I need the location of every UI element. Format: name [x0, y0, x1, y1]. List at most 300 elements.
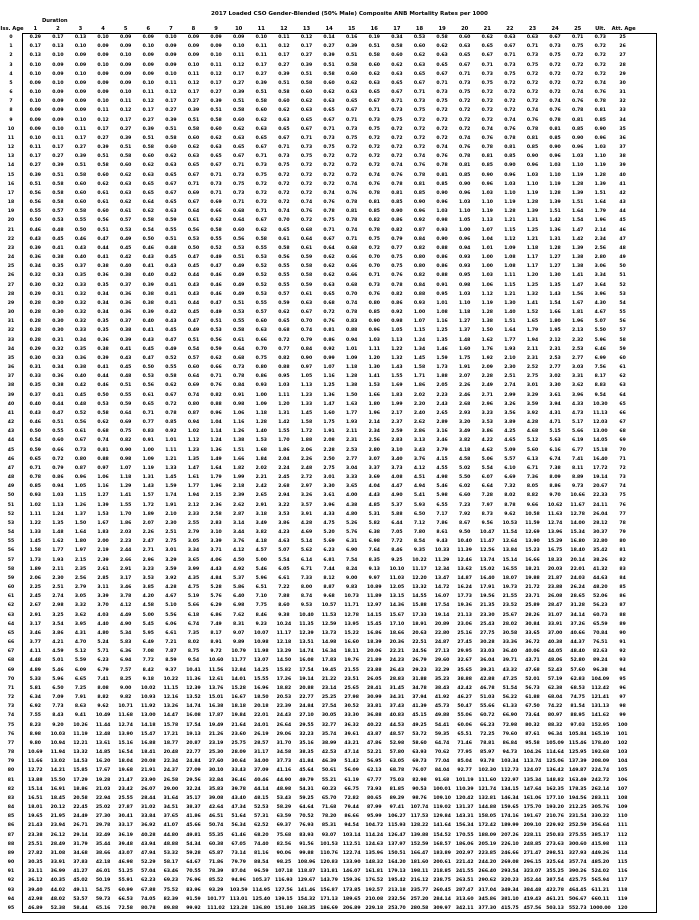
rate-cell: 0.75 — [278, 163, 290, 169]
rate-cell: 0.34 — [97, 291, 109, 297]
rate-cell: 146.07 — [342, 869, 361, 875]
rate-cell: 1.09 — [504, 245, 516, 251]
rate-cell: 0.31 — [52, 291, 64, 297]
rate-cell: 23.30 — [480, 612, 495, 618]
rate-cell: 0.73 — [300, 145, 313, 150]
rate-cell: 19.68 — [118, 768, 133, 774]
ultimate-rate-cell: 82.63 — [593, 649, 608, 655]
table-row — [0, 693, 699, 702]
rate-cell: 87.61 — [525, 731, 540, 737]
issue-age-cell: 36 — [7, 365, 15, 370]
rate-cell: 461.21 — [546, 896, 564, 902]
issue-age-cell: 50 — [7, 493, 15, 499]
rate-cell: 0.98 — [436, 218, 448, 224]
rate-cell: 0.75 — [391, 117, 403, 123]
rate-cell: 2.79 — [187, 530, 200, 535]
attained-age-cell: 47 — [619, 236, 626, 242]
rate-cell: 4.22 — [481, 438, 493, 444]
rate-cell: 26.12 — [50, 832, 66, 838]
rate-cell: 11.77 — [231, 658, 246, 664]
rate-cell: 3.01 — [165, 548, 177, 554]
rate-cell: 0.74 — [187, 392, 200, 398]
rate-cell: 188.09 — [478, 832, 497, 838]
table-row — [0, 684, 699, 693]
rate-cell: 0.72 — [413, 126, 426, 132]
rate-cell: 166.47 — [410, 850, 429, 856]
rate-cell: 2.10 — [165, 511, 177, 517]
rate-cell: 0.53 — [233, 310, 245, 315]
rate-cell: 2.07 — [459, 374, 471, 380]
rate-cell: 13.73 — [321, 630, 337, 636]
rate-cell: 0.31 — [29, 365, 41, 370]
rate-cell: 3.05 — [187, 539, 200, 545]
rate-cell: 7.23 — [459, 502, 471, 508]
table-row — [0, 849, 699, 858]
rate-cell: 177.10 — [546, 795, 564, 801]
rate-cell: 193.20 — [546, 805, 564, 810]
rate-cell: 0.17 — [210, 80, 222, 86]
rate-cell: 5.56 — [165, 612, 177, 618]
rate-cell: 0.71 — [368, 108, 380, 114]
rate-cell: 22.51 — [412, 640, 427, 645]
rate-cell: 104.26 — [523, 750, 542, 755]
rate-cell: 44.80 — [163, 832, 179, 838]
rate-cell: 0.86 — [255, 374, 267, 380]
rate-cell: 1.31 — [142, 475, 154, 480]
rate-cell: 137.39 — [568, 759, 587, 765]
rate-cell: 100.01 — [433, 786, 451, 792]
rate-cell: 0.38 — [120, 328, 132, 334]
rate-cell: 8.35 — [368, 557, 380, 563]
rate-cell: 38.35 — [299, 750, 314, 755]
rate-cell: 3.99 — [187, 566, 200, 572]
ultimate-rate-cell: 14.05 — [593, 438, 608, 444]
rate-cell: 65.51 — [457, 731, 472, 737]
rate-cell: 21.72 — [525, 585, 540, 590]
rate-cell: 290.62 — [478, 878, 497, 884]
rate-cell: 170.55 — [455, 832, 474, 838]
rate-cell: 7.28 — [481, 493, 493, 499]
rate-cell: 35.17 — [186, 795, 201, 801]
rate-cell: 0.74 — [300, 328, 313, 334]
ultimate-rate-cell: 26.04 — [593, 511, 608, 517]
header-duration-21: 21 — [483, 26, 491, 32]
rate-cell: 102.30 — [478, 768, 497, 774]
rate-cell: 0.34 — [391, 35, 403, 40]
rate-cell: 0.43 — [142, 255, 154, 260]
rate-cell: 95.99 — [367, 814, 382, 820]
rate-cell: 0.72 — [391, 145, 403, 150]
rate-cell: 17.33 — [412, 612, 427, 618]
header-att-age: Att. Age — [611, 26, 636, 32]
rate-cell: 0.80 — [413, 264, 426, 270]
rate-cell: 113.01 — [229, 896, 248, 902]
rate-cell: 14.50 — [276, 658, 292, 664]
rate-cell: 1.51 — [572, 200, 584, 205]
rate-cell: 0.88 — [436, 273, 448, 279]
rate-cell: 3.20 — [459, 420, 471, 425]
rate-cell: 4.31 — [74, 630, 87, 636]
rate-cell: 2.59 — [391, 429, 403, 435]
rate-cell: 0.09 — [187, 35, 200, 40]
rate-cell: 0.85 — [504, 154, 516, 160]
rate-cell: 65.70 — [321, 795, 337, 801]
rate-cell: 0.10 — [29, 99, 41, 105]
rate-cell: 137.97 — [388, 841, 406, 847]
rate-cell: 23.60 — [231, 731, 246, 737]
issue-age-cell: 27 — [7, 282, 15, 288]
ultimate-rate-cell: 24.11 — [593, 502, 608, 508]
ultimate-rate-cell: 485.20 — [591, 860, 610, 865]
rate-cell: 0.97 — [300, 365, 313, 370]
rate-cell: 31.02 — [141, 805, 156, 810]
rate-cell: 5.09 — [504, 447, 516, 453]
rate-cell: 1.39 — [572, 190, 584, 196]
rate-cell: 15.01 — [208, 695, 224, 700]
header-duration-20: 20 — [461, 26, 469, 32]
rate-cell: 0.70 — [346, 291, 358, 297]
rate-cell: 4.33 — [323, 511, 335, 517]
rate-cell: 0.43 — [142, 337, 154, 343]
rate-cell: 66.75 — [344, 786, 359, 792]
ultimate-rate-cell: 70.84 — [593, 630, 608, 636]
rate-cell: 0.76 — [459, 145, 471, 150]
rate-cell: 2.11 — [52, 566, 64, 572]
rate-cell: 0.11 — [120, 99, 132, 105]
rate-cell: 4.03 — [97, 612, 109, 618]
rate-cell: 89.88 — [163, 905, 179, 911]
rate-cell: 16.88 — [141, 740, 156, 746]
rate-cell: 0.45 — [52, 236, 64, 242]
rate-cell: 4.08 — [391, 475, 403, 480]
rate-cell: 43.40 — [231, 795, 246, 801]
rate-cell: 0.51 — [300, 71, 313, 77]
rate-cell: 3.96 — [572, 392, 584, 398]
rate-cell: 0.45 — [142, 346, 154, 352]
rate-cell: 0.64 — [233, 218, 245, 224]
rate-cell: 2.05 — [436, 383, 448, 389]
table-row — [0, 42, 699, 51]
rate-cell: 0.10 — [52, 80, 64, 86]
rate-cell: 0.44 — [97, 245, 109, 251]
rate-cell: 85.04 — [457, 759, 472, 765]
issue-age-cell: 6 — [9, 90, 13, 95]
rate-cell: 0.80 — [74, 456, 87, 462]
ultimate-rate-cell: 1.96 — [594, 218, 606, 224]
rate-cell: 0.68 — [97, 429, 109, 435]
rate-cell: 0.72 — [323, 172, 335, 178]
table-row — [0, 262, 699, 271]
attained-age-cell: 60 — [619, 355, 626, 361]
header-duration-10: 10 — [235, 26, 243, 32]
rate-cell: 134.15 — [501, 786, 519, 792]
rate-cell: 0.71 — [255, 209, 267, 215]
rate-cell: 86.84 — [502, 740, 518, 746]
rate-cell: 158.05 — [478, 814, 497, 820]
rate-cell: 1.30 — [368, 365, 380, 370]
rate-cell: 0.69 — [210, 200, 222, 205]
rate-cell: 0.60 — [459, 35, 471, 40]
rate-cell: 0.72 — [368, 154, 380, 160]
rate-cell: 63.05 — [389, 759, 405, 765]
rate-cell: 154.52 — [433, 832, 451, 838]
rate-cell: 0.52 — [74, 410, 87, 416]
rate-cell: 81.85 — [389, 786, 405, 792]
rate-cell: 1.03 — [459, 200, 471, 205]
rate-cell: 16.51 — [28, 795, 43, 801]
rate-cell: 21.43 — [28, 823, 43, 829]
ultimate-rate-cell: 0.72 — [594, 62, 606, 68]
rate-cell: 0.91 — [233, 392, 245, 398]
rate-cell: 28.57 — [254, 740, 269, 746]
rate-cell: 12.59 — [321, 621, 337, 627]
rate-cell: 0.78 — [413, 172, 426, 178]
rate-cell: 1.76 — [481, 346, 493, 352]
rate-cell: 0.62 — [187, 145, 200, 150]
rate-cell: 11.19 — [73, 731, 88, 737]
rate-cell: 21.91 — [141, 768, 156, 774]
rate-cell: 45.64 — [299, 768, 314, 774]
rate-cell: 1.26 — [233, 429, 245, 435]
rate-cell: 114.64 — [546, 750, 564, 755]
rate-cell: 47.25 — [502, 676, 518, 682]
rate-cell: 0.94 — [52, 484, 64, 490]
rate-cell: 163.49 — [568, 777, 587, 783]
table-row — [0, 436, 699, 445]
ultimate-rate-cell: 0.72 — [594, 44, 606, 50]
rate-cell: 15.82 — [276, 667, 292, 673]
rate-cell: 6.13 — [526, 456, 539, 462]
rate-cell: 0.62 — [300, 99, 313, 105]
rate-cell: 9.73 — [572, 484, 584, 490]
rate-cell: 4.33 — [572, 401, 584, 407]
rate-cell: 0.17 — [165, 99, 177, 105]
rate-cell: 21.55 — [344, 667, 359, 673]
table-row — [0, 656, 699, 665]
rate-cell: 0.73 — [323, 135, 335, 141]
issue-age-cell: 56 — [7, 548, 15, 554]
rate-cell: 0.40 — [29, 401, 41, 407]
rate-cell: 6.90 — [346, 548, 358, 554]
rate-cell: 2.15 — [74, 557, 87, 563]
rate-cell: 8.11 — [572, 465, 584, 471]
attained-age-cell: 52 — [619, 282, 626, 288]
rate-cell: 0.72 — [278, 181, 290, 187]
rate-cell: 29.78 — [95, 823, 111, 829]
attained-age-cell: 73 — [619, 475, 626, 480]
rate-cell: 31.07 — [547, 612, 563, 618]
rate-cell: 10.41 — [186, 667, 201, 673]
rate-cell: 38.43 — [434, 685, 450, 691]
rate-cell: 7.41 — [572, 456, 584, 462]
rate-cell: 0.92 — [323, 346, 335, 352]
rate-cell: 0.38 — [52, 255, 64, 260]
rate-cell: 13.32 — [73, 750, 88, 755]
rate-cell: 0.65 — [187, 163, 200, 169]
rate-cell: 0.36 — [120, 310, 132, 315]
issue-age-cell: 33 — [7, 337, 15, 343]
rate-cell: 0.75 — [233, 181, 245, 187]
rate-cell: 0.55 — [165, 365, 177, 370]
rate-cell: 0.76 — [210, 383, 222, 389]
rate-cell: 4.31 — [549, 410, 561, 416]
rate-cell: 0.47 — [165, 337, 177, 343]
rate-cell: 43.21 — [344, 740, 359, 746]
table-row — [0, 391, 699, 400]
issue-age-cell: 61 — [7, 594, 15, 600]
rate-cell: 115.46 — [568, 740, 587, 746]
attained-age-cell: 99 — [619, 713, 626, 719]
rate-cell: 0.59 — [300, 255, 313, 260]
rate-cell: 0.72 — [504, 108, 516, 114]
rate-cell: 3.61 — [549, 392, 561, 398]
rate-cell: 4.65 — [504, 438, 516, 444]
ultimate-rate-cell: 0.73 — [594, 35, 606, 40]
rate-cell: 70.55 — [186, 869, 201, 875]
rate-cell: 0.37 — [120, 282, 132, 288]
rate-cell: 2.11 — [346, 429, 358, 435]
rate-cell: 0.36 — [120, 291, 132, 297]
rate-cell: 5.66 — [572, 429, 584, 435]
attained-age-cell: 74 — [619, 484, 626, 490]
rate-cell: 0.81 — [368, 200, 380, 205]
rate-cell: 0.64 — [300, 236, 313, 242]
rate-cell: 45.15 — [412, 713, 427, 719]
rate-cell: 12.39 — [299, 630, 314, 636]
rate-cell: 0.10 — [74, 44, 87, 50]
table-row — [0, 345, 699, 354]
rate-cell: 0.71 — [459, 71, 471, 77]
rate-cell: 0.09 — [187, 44, 200, 50]
rate-cell: 8.82 — [97, 695, 109, 700]
rate-cell: 5.24 — [97, 640, 109, 645]
rate-cell: 1.73 — [29, 557, 41, 563]
rate-cell: 0.56 — [142, 383, 154, 389]
table-row — [0, 482, 699, 491]
rate-cell: 0.32 — [52, 282, 64, 288]
rate-cell: 0.81 — [391, 190, 403, 196]
ultimate-rate-cell: 0.90 — [594, 126, 606, 132]
rate-cell: 28.41 — [367, 685, 382, 691]
rate-cell: 11.89 — [367, 594, 382, 600]
rate-cell: 6.60 — [459, 493, 471, 499]
rate-cell: 0.78 — [346, 218, 358, 224]
rate-cell: 0.72 — [504, 80, 516, 86]
table-row — [0, 455, 699, 464]
attained-age-cell: 25 — [619, 35, 626, 40]
issue-age-cell: 77 — [7, 740, 15, 746]
issue-age-cell: 63 — [7, 612, 15, 618]
rate-cell: 21.47 — [118, 777, 133, 783]
rate-cell: 20.58 — [73, 795, 88, 801]
rate-cell: 0.68 — [233, 209, 245, 215]
rate-cell: 65.87 — [208, 850, 224, 856]
attained-age-cell: 32 — [619, 99, 626, 105]
rate-cell: 14.74 — [186, 704, 201, 710]
rate-cell: 0.09 — [74, 99, 87, 105]
rate-cell: 260.45 — [433, 887, 451, 893]
rate-cell: 0.27 — [300, 53, 313, 59]
rate-cell: 1.14 — [210, 429, 222, 435]
rate-cell: 10.98 — [254, 640, 269, 645]
rate-cell: 3.30 — [323, 484, 335, 490]
rate-cell: 0.98 — [459, 282, 471, 288]
ultimate-rate-cell: 2.80 — [594, 255, 606, 260]
rate-cell: 0.84 — [300, 346, 313, 352]
rate-cell: 0.45 — [74, 392, 87, 398]
rate-cell: 0.70 — [278, 218, 290, 224]
rate-cell: 62.23 — [141, 878, 156, 884]
rate-cell: 2.12 — [187, 502, 200, 508]
rate-cell: 5.26 — [346, 520, 358, 526]
rate-cell: 0.63 — [323, 99, 335, 105]
rate-cell: 0.40 — [142, 319, 154, 325]
issue-age-cell: 1 — [9, 44, 13, 50]
rate-cell: 12.21 — [73, 740, 88, 746]
rate-cell: 0.41 — [120, 346, 132, 352]
rate-cell: 1.33 — [300, 401, 313, 407]
rate-cell: 0.75 — [391, 255, 403, 260]
rate-cell: 0.72 — [459, 108, 471, 114]
rate-cell: 1.64 — [504, 328, 516, 334]
rate-cell: 1.35 — [436, 337, 448, 343]
rate-cell: 1.25 — [526, 282, 539, 288]
rate-cell: 162.35 — [546, 786, 564, 792]
rate-cell: 105.09 — [546, 740, 564, 746]
rate-cell: 0.09 — [29, 108, 41, 114]
rate-cell: 0.11 — [278, 35, 290, 40]
rate-cell: 0.28 — [29, 337, 41, 343]
issue-age-cell: 81 — [7, 777, 15, 783]
rate-cell: 30.99 — [367, 695, 382, 700]
rate-cell: 43.32 — [502, 667, 518, 673]
rate-cell: 38.37 — [186, 805, 201, 810]
rate-cell: 0.17 — [29, 44, 41, 50]
rate-cell: 124.63 — [365, 841, 384, 847]
rate-cell: 52.53 — [254, 805, 269, 810]
rate-cell: 0.10 — [255, 35, 267, 40]
rate-cell: 10.47 — [480, 530, 495, 535]
rate-cell: 1.63 — [346, 401, 358, 407]
rate-cell: 28.49 — [50, 841, 66, 847]
rate-cell: 7.08 — [142, 649, 154, 655]
rate-cell: 229.92 — [546, 823, 564, 829]
ultimate-rate-cell: 1.79 — [594, 209, 606, 215]
attained-age-cell: 72 — [619, 465, 626, 471]
rate-cell: 0.65 — [165, 200, 177, 205]
rate-cell: 4.92 — [233, 566, 245, 572]
rate-cell: 0.58 — [210, 117, 222, 123]
rate-cell: 1.60 — [323, 410, 335, 416]
rate-cell: 0.78 — [459, 154, 471, 160]
rate-cell: 186.06 — [455, 841, 474, 847]
rate-cell: 48.88 — [163, 841, 179, 847]
rate-cell: 55.21 — [321, 777, 337, 783]
rate-cell: 0.35 — [97, 282, 109, 288]
rate-cell: 1.15 — [504, 282, 516, 288]
rate-cell: 4.18 — [459, 447, 471, 453]
rate-cell: 0.72 — [526, 71, 539, 77]
rate-cell: 144.88 — [478, 805, 497, 810]
rate-cell: 7.91 — [74, 695, 87, 700]
rate-cell: 0.09 — [52, 71, 64, 77]
issue-age-cell: 38 — [7, 383, 15, 389]
rate-cell: 6.64 — [481, 484, 493, 490]
rate-cell: 0.76 — [391, 172, 403, 178]
rate-cell: 238.75 — [433, 878, 451, 884]
rate-cell: 7.88 — [278, 594, 290, 600]
rate-cell: 29.23 — [412, 667, 427, 673]
